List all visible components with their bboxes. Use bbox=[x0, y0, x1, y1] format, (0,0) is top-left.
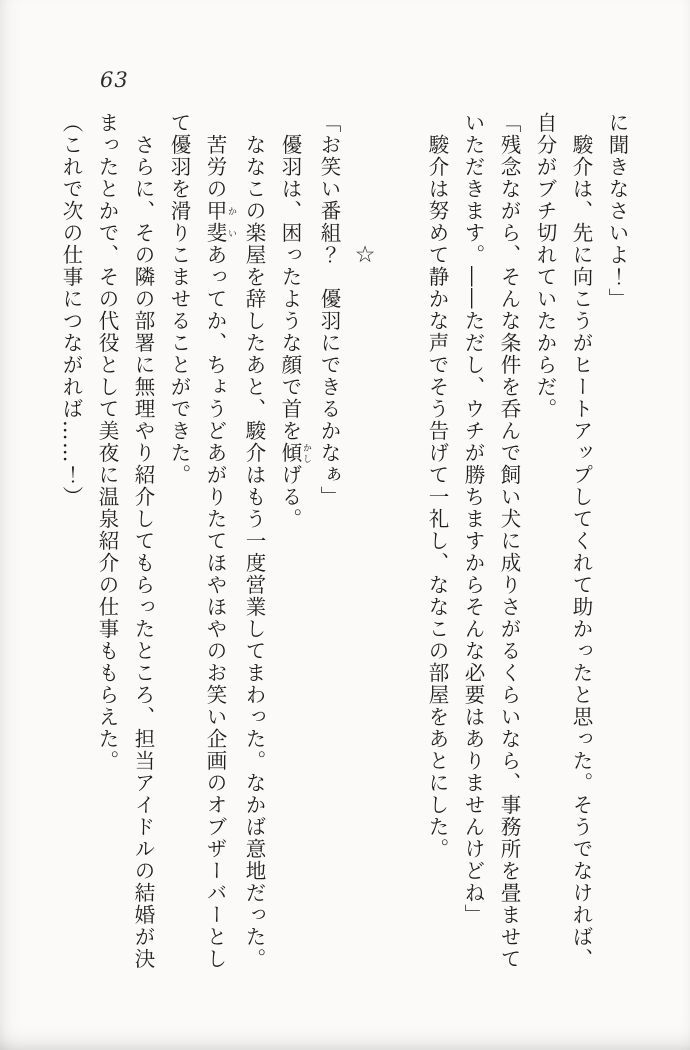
paragraph: 「お笑い番組？ 優羽にできるかなぁ」 bbox=[317, 112, 341, 508]
paragraph: ななこの楽屋を辞したあと、駿介はもう一度営業してまわった。なかば意地だった。 bbox=[242, 134, 266, 970]
paragraph: 優羽は、困ったような顔で首を傾 かしげる。 bbox=[278, 134, 311, 530]
paragraph: （これで次の仕事につながれば……！） bbox=[59, 112, 83, 508]
paragraph: 駿介は努めて静かな声でそう告げて一礼し、ななこの部屋をあとにした。 bbox=[425, 134, 449, 860]
text-body bbox=[53, 112, 635, 970]
page-number: 63 bbox=[100, 68, 129, 92]
ruby-annotated-text: 傾 かし bbox=[278, 442, 311, 464]
paragraph: に聞きなさいよ！」 bbox=[605, 112, 629, 310]
paragraph: 「残念ながら、そんな条件を呑んで飼い犬に成りさがるくらいなら、事務所を畳ませていただきます。――ただし、ウチが勝ちますからそんな必要はありませんけどね」 bbox=[461, 112, 521, 970]
paragraph: 苦労の甲斐 かいあってか、ちょうどあがりたてほやほやのお笑い企画のオブザーバーとして優羽を滑りこませることができた。 bbox=[167, 112, 236, 970]
paragraph: 駿介は、先に向こうがヒートアップしてくれて助かったと思った。そうでなければ、自分がブチ切れていたからだ。 bbox=[533, 112, 593, 970]
section-divider-star: ☆ bbox=[352, 242, 378, 270]
ruby-annotated-text: 甲斐 かい bbox=[203, 200, 236, 244]
paragraph: さらに、その隣の部署に無理やり紹介してもらったところ、担当アイドルの結婚が決まったとかで、その代役として美夜に温泉紹介の仕事ももらえた。 bbox=[95, 112, 155, 970]
